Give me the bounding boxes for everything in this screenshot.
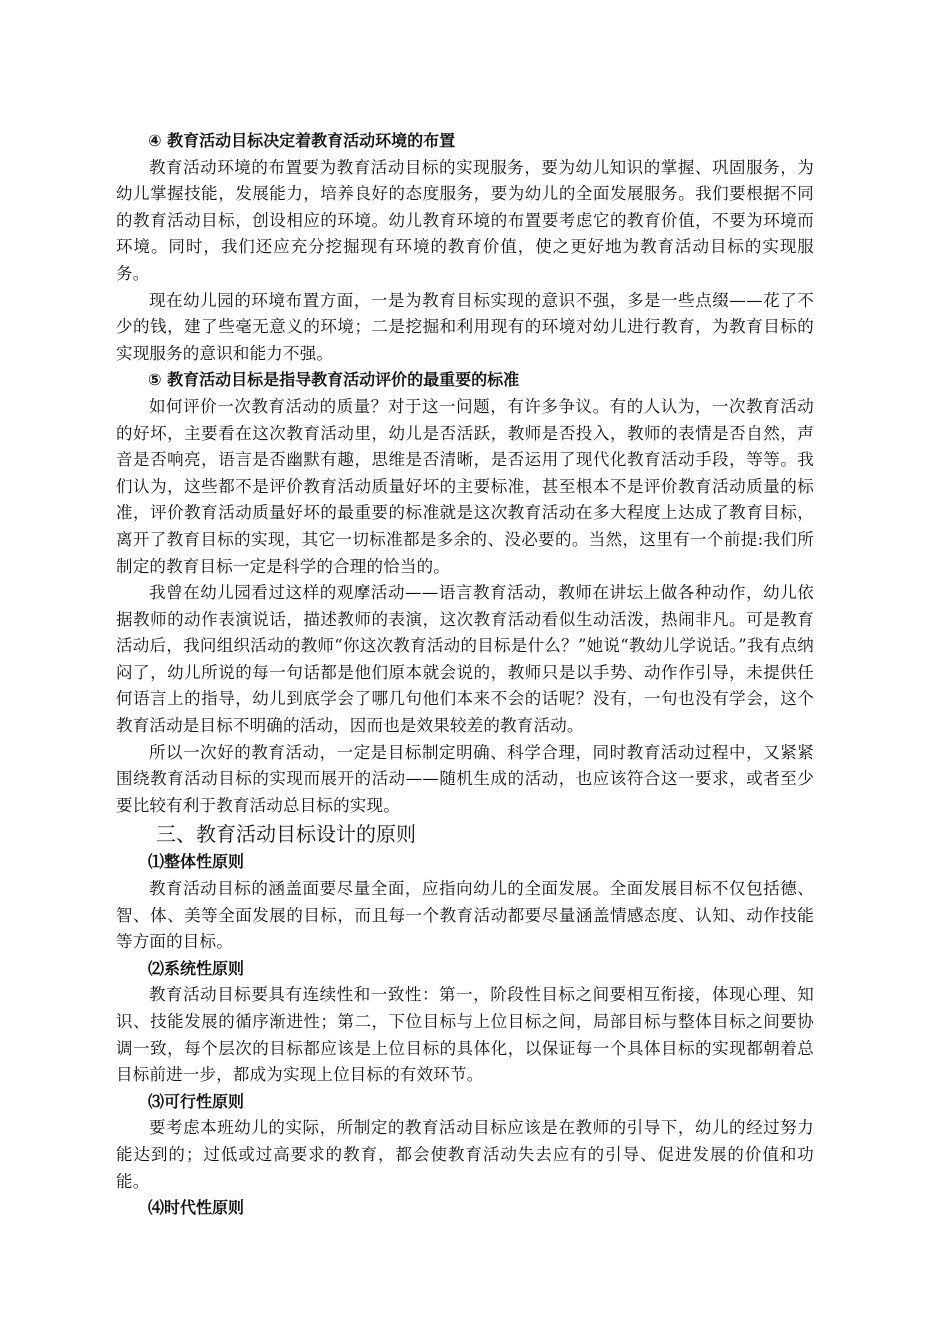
principle-heading-3: ⑶可行性原则	[148, 1091, 245, 1111]
principle-heading-2: ⑵系统性原则	[148, 958, 245, 978]
document-page	[116, 128, 814, 1222]
paragraph: 所以一次好的教育活动，一定是目标制定明确、科学合理，同时教育活动过程中，又紧紧围绕教育活动目标的实现而展开的活动——随机生成的活动，也应该符合这一要求，或者至少要比较有利于教育活动总目标的实现。	[116, 742, 814, 815]
paragraph: 现在幼儿园的环境布置方面，一是为教育目标实现的意识不强，多是一些点缀——花了不少的钱，建了些毫无意义的环境；二是挖掘和利用现有的环境对幼儿进行教育，为教育目标的实现服务的意识和能力不强。	[116, 290, 814, 363]
paragraph: 教育活动目标要具有连续性和一致性：第一，阶段性目标之间要相互衔接，体现心理、知识、技能发展的循序渐进性；第二，下位目标与上位目标之间，局部目标与整体目标之间要协调一致，每个层次的目标都应该是上位目标的具体化，以保证每一个具体目标的实现都朝着总目标前进一步，都成为实现上位目标的有效环节。	[116, 985, 814, 1085]
chapter-heading: 三、教育活动目标设计的原则	[156, 822, 416, 847]
subheading-5: ⑤ 教育活动目标是指导教育活动评价的最重要的标准	[148, 370, 520, 390]
principle-heading-1: ⑴整体性原则	[148, 852, 245, 872]
paragraph: 如何评价一次教育活动的质量？对于这一问题，有许多争议。有的人认为，一次教育活动的好坏，主要看在这次教育活动里，幼儿是否活跃，教师是否投入，教师的表情是否自然，声音是否响亮，语言是否幽默有趣，思维是否清晰，是否运用了现代化教育活动手段，等等。我们认为，这些都不是评价教育活动质量好坏的主要标准，甚至根本不是评价教育活动质量的标准，评价教育活动质量好坏的最重要的标准就是这次教育活动在多大程度上达成了教育目标，离开了教育目标的实现，其它一切标准都是多余的、没必要的。当然，这里有一个前提:我们所制定的教育目标一定是科学的合理的恰当的。	[116, 396, 814, 576]
principle-heading-4: ⑷时代性原则	[148, 1198, 245, 1218]
paragraph: 我曾在幼儿园看过这样的观摩活动——语言教育活动，教师在讲坛上做各种动作，幼儿依据教师的动作表演说话，描述教师的表演，这次教育活动看似生动活泼，热闹非凡。可是教育活动后，我问组织活动的教师“你这次教育活动的目标是什么？”她说“教幼儿学说话。”我有点纳闷了，幼儿所说的每一句话都是他们原本就会说的，教师只是以手势、动作作引导，未提供任何语言上的指导，幼儿到底学会了哪几句他们本来不会的话呢？没有，一句也没有学会，这个教育活动是目标不明确的活动，因而也是效果较差的教育活动。	[116, 583, 814, 736]
paragraph: 要考虑本班幼儿的实际，所制定的教育活动目标应该是在教师的引导下，幼儿的经过努力能达到的；过低或过高要求的教育，都会使教育活动失去应有的引导、促进发展的价值和功能。	[116, 1118, 814, 1191]
paragraph: 教育活动环境的布置要为教育活动目标的实现服务，要为幼儿知识的掌握、巩固服务，为幼儿掌握技能，发展能力，培养良好的态度服务，要为幼儿的全面发展服务。我们要根据不同的教育活动目标，创设相应的环境。幼儿教育环境的布置要考虑它的教育价值，不要为环境而环境。同时，我们还应充分挖掘现有环境的教育价值，使之更好地为教育活动目标的实现服务。	[116, 157, 814, 283]
paragraph: 教育活动目标的涵盖面要尽量全面，应指向幼儿的全面发展。全面发展目标不仅包括德、智、体、美等全面发展的目标，而且每一个教育活动都要尽量涵盖情感态度、认知、动作技能等方面的目标。	[116, 879, 814, 952]
subheading-4: ④ 教育活动目标决定着教育活动环境的布置	[148, 131, 456, 150]
